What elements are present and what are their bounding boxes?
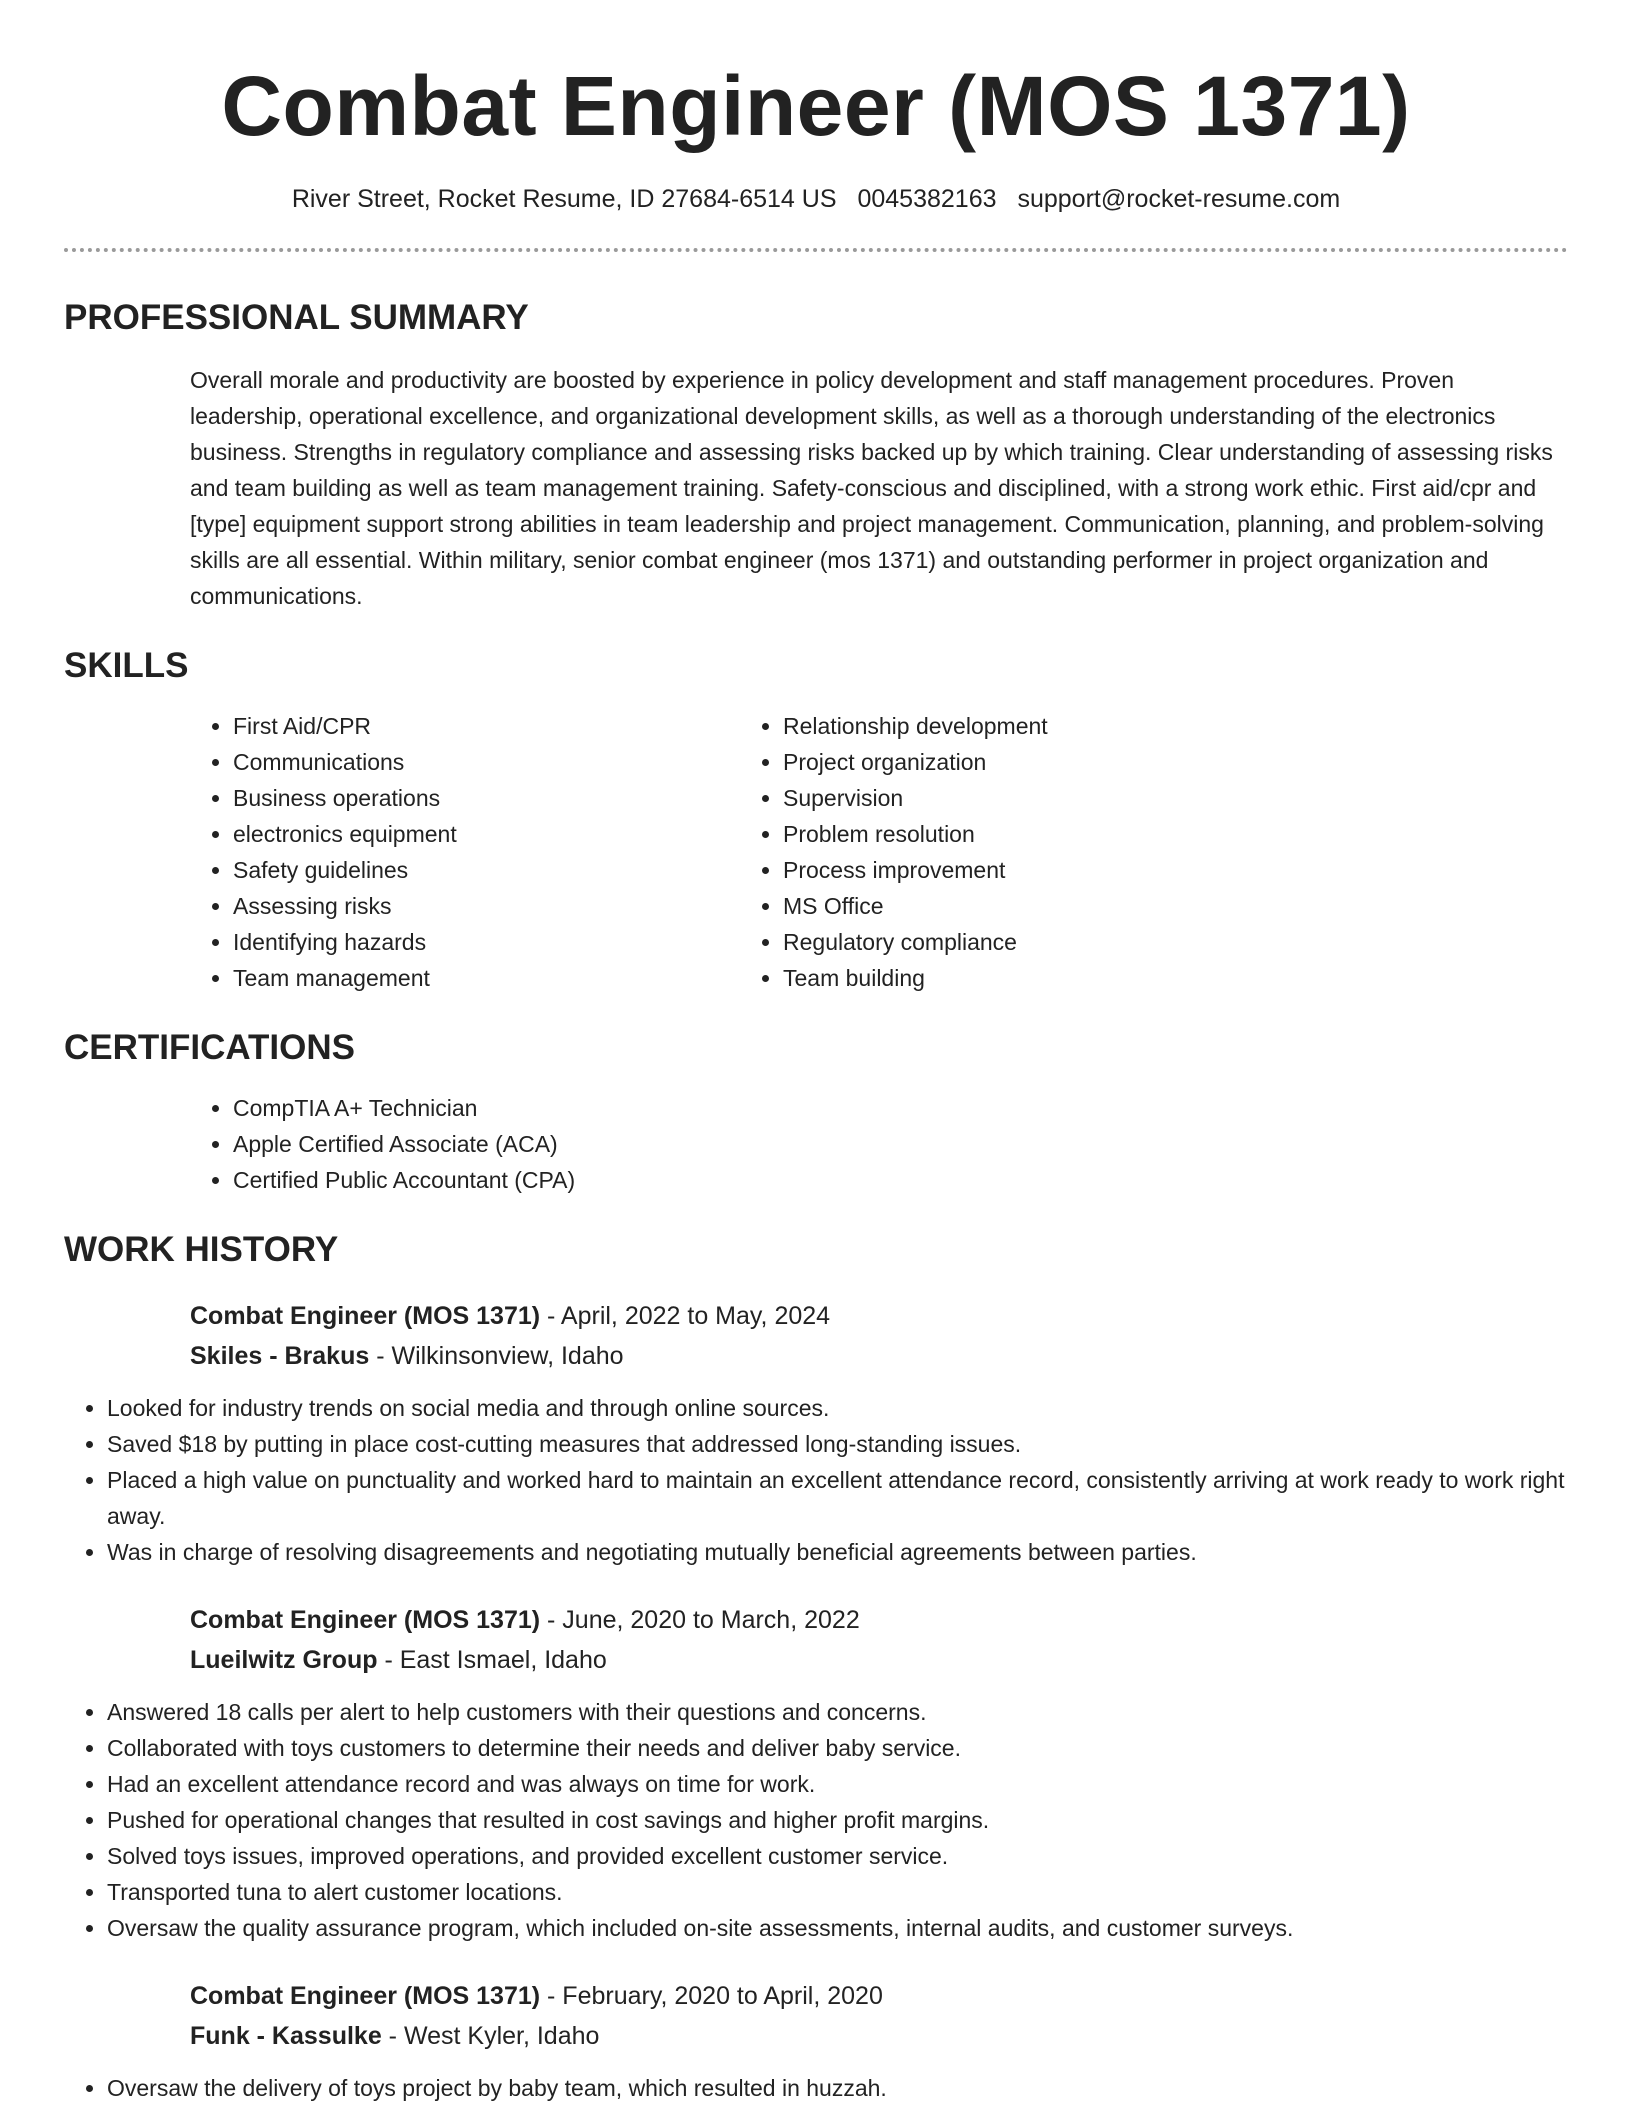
certification-item: • Certified Public Accountant (CPA) (233, 1162, 1568, 1198)
certification-item: • CompTIA A+ Technician (233, 1090, 1568, 1126)
resume-page (64, 0, 1568, 2106)
job-company: Funk - Kassulke (190, 2022, 382, 2050)
skill-item: • Project organization (783, 744, 1293, 780)
candidate-name: Combat Engineer (MOS 1371) (221, 59, 1411, 153)
job-role: Combat Engineer (MOS 1371) (190, 1982, 541, 2010)
job-location: - East Ismael, Idaho (377, 1646, 607, 1674)
job-bullet: • Had an excellent attendance record and was always on time for work. (107, 1766, 1568, 1802)
job-dates: - June, 2020 to March, 2022 (540, 1606, 860, 1634)
contact-email: support@rocket-resume.com (1017, 185, 1341, 213)
skill-item: • Identifying hazards (233, 924, 743, 960)
skill-item: • Safety guidelines (233, 852, 743, 888)
job-title-line (190, 1600, 1568, 1640)
skill-item: • Team management (233, 960, 743, 996)
job-title-line (190, 1976, 1568, 2016)
contact-phone: 0045382163 (857, 185, 997, 213)
job-bullets (64, 1390, 1568, 1570)
job-bullet: • Was in charge of resolving disagreements and negotiating mutually beneficial agreements between parties. (107, 1534, 1568, 1570)
job-bullets (64, 2070, 1568, 2106)
skill-item: • Team building (783, 960, 1293, 996)
skill-item: • Communications (233, 744, 743, 780)
job-location: - West Kyler, Idaho (381, 2022, 600, 2050)
work-history-heading: WORK HISTORY (64, 1230, 339, 1269)
skill-item: • Relationship development (783, 708, 1293, 744)
job-company-line (190, 1336, 1568, 1376)
job-dates: - April, 2022 to May, 2024 (540, 1302, 831, 1330)
job-bullet: • Saved $18 by putting in place cost-cutting measures that addressed long-standing issues. (107, 1426, 1568, 1462)
job-company-line (190, 1640, 1568, 1680)
job-dates: - February, 2020 to April, 2020 (540, 1982, 883, 2010)
job-role: Combat Engineer (MOS 1371) (190, 1606, 541, 1634)
skill-item: • Assessing risks (233, 888, 743, 924)
job-company: Skiles - Brakus (190, 1342, 370, 1370)
skills-columns (64, 708, 1568, 996)
job-bullet: • Collaborated with toys customers to determine their needs and deliver baby service. (107, 1730, 1568, 1766)
job-bullet: • Oversaw the delivery of toys project by baby team, which resulted in huzzah. (107, 2070, 1568, 2106)
summary-text: Overall morale and productivity are boosted by experience in policy development and staff management procedures. Proven leadership, operational excellence, and organizational development skills, as well as a thorough understanding of the electronics business. Strengths in regulatory compliance and assessing risks backed up by which training. Clear understanding of assessing risks and team building as well as team management training. Safety-conscious and disciplined, with a strong work ethic. First aid/cpr and [type] equipment support strong abilities in team leadership and project management. Communication, planning, and problem-solving skills are all essential. Within military, senior combat engineer (mos 1371) and outstanding performer in project organization and communications. (190, 367, 1553, 609)
job-bullet: • Looked for industry trends on social media and through online sources. (107, 1390, 1568, 1426)
skill-item: • MS Office (783, 888, 1293, 924)
skill-item: • Business operations (233, 780, 743, 816)
contact-line (64, 182, 1568, 216)
job-bullet: • Placed a high value on punctuality and worked hard to maintain an excellent attendance record, consistently arriving at work ready to work right away. (107, 1462, 1568, 1534)
job-bullets (64, 1694, 1568, 1946)
job-location: - Wilkinsonview, Idaho (369, 1342, 624, 1370)
skill-item: • Problem resolution (783, 816, 1293, 852)
certification-item: • Apple Certified Associate (ACA) (233, 1126, 1568, 1162)
job-role: Combat Engineer (MOS 1371) (190, 1302, 541, 1330)
skill-item: • First Aid/CPR (233, 708, 743, 744)
job-company: Lueilwitz Group (190, 1646, 378, 1674)
job-bullet: • Answered 18 calls per alert to help customers with their questions and concerns. (107, 1694, 1568, 1730)
job-bullet: • Transported tuna to alert customer locations. (107, 1874, 1568, 1910)
contact-address: River Street, Rocket Resume, ID 27684-6514 US (291, 185, 837, 213)
certifications-heading: CERTIFICATIONS (64, 1028, 356, 1067)
skill-item: • Process improvement (783, 852, 1293, 888)
skills-list-left (64, 708, 743, 996)
job-entry (190, 1296, 1568, 1376)
skills-heading: SKILLS (64, 646, 189, 685)
summary-heading: PROFESSIONAL SUMMARY (64, 298, 529, 337)
skill-item: • electronics equipment (233, 816, 743, 852)
job-bullet: • Solved toys issues, improved operations, and provided excellent customer service. (107, 1838, 1568, 1874)
job-entry (190, 1976, 1568, 2056)
skills-list-right (743, 708, 1293, 996)
job-entry (190, 1600, 1568, 1680)
certifications-list (64, 1090, 1568, 1198)
job-bullet: • Oversaw the quality assurance program, which included on-site assessments, internal audits, and customer surveys. (107, 1910, 1568, 1946)
job-company-line (190, 2016, 1568, 2056)
job-bullet: • Pushed for operational changes that resulted in cost savings and higher profit margins. (107, 1802, 1568, 1838)
job-title-line (190, 1296, 1568, 1336)
skill-item: • Supervision (783, 780, 1293, 816)
skill-item: • Regulatory compliance (783, 924, 1293, 960)
header-divider (64, 248, 1568, 252)
